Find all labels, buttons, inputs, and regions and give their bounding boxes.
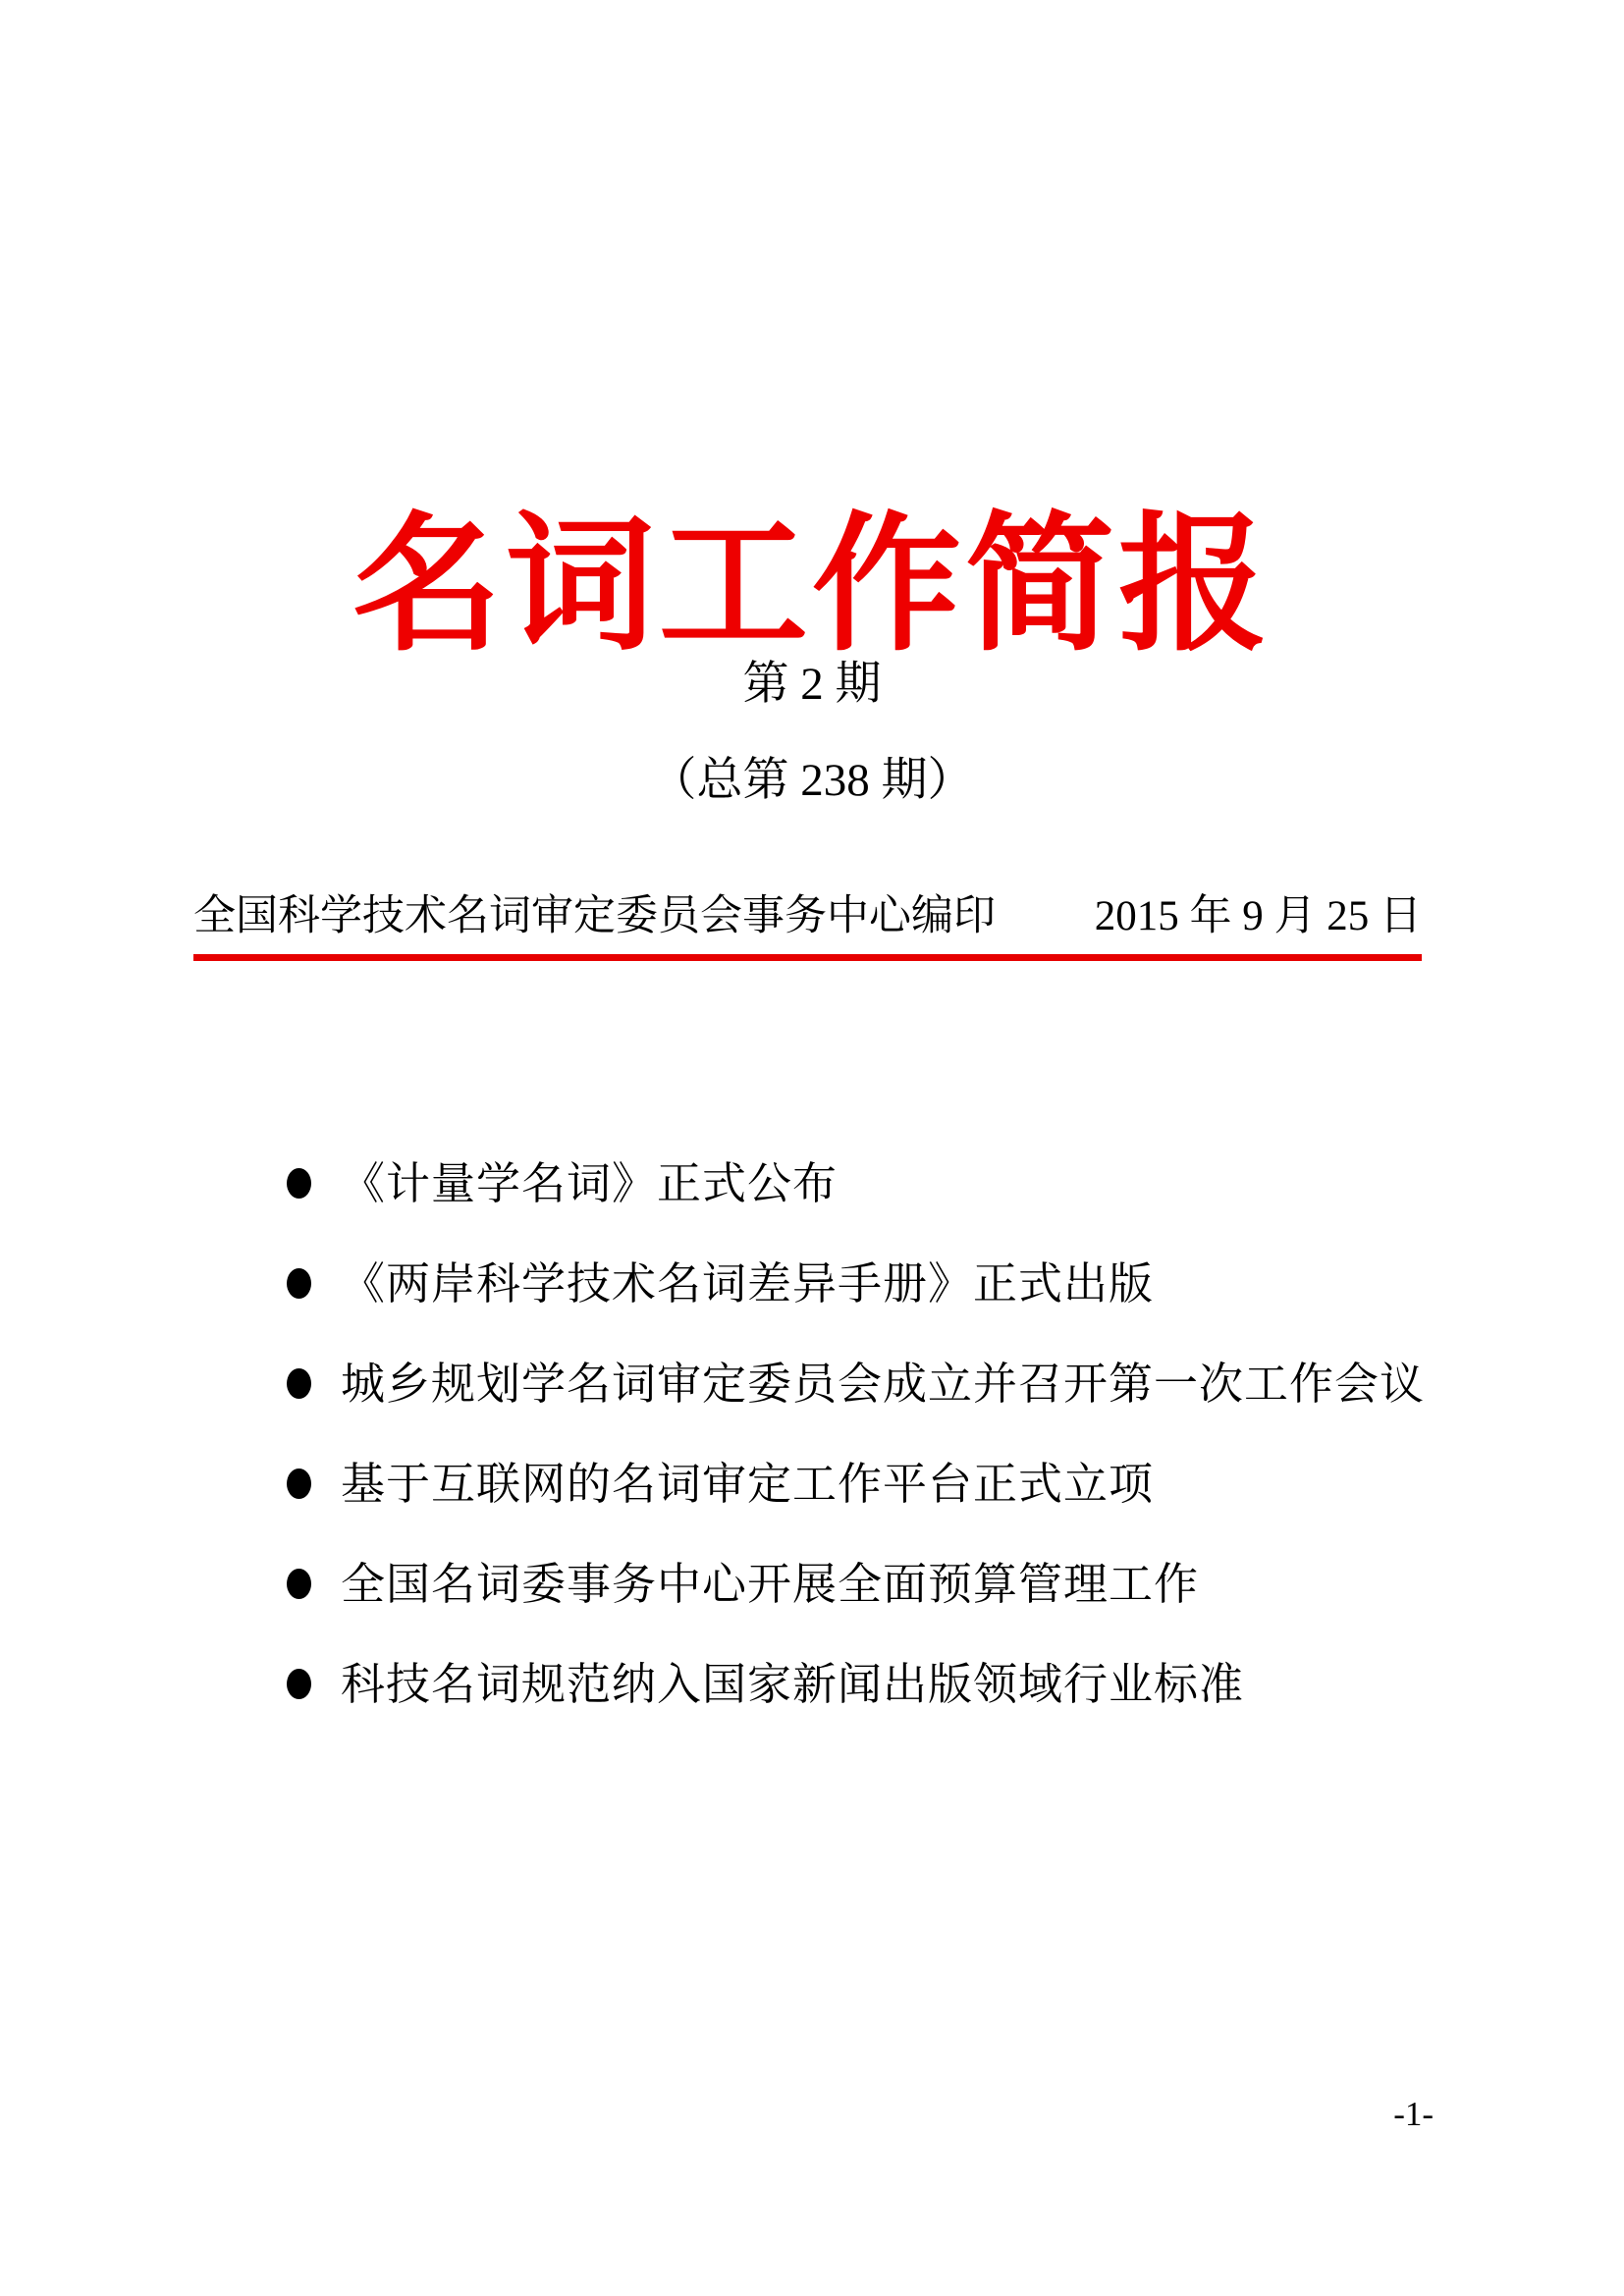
bullet-icon: [287, 1468, 311, 1499]
list-item: [287, 1657, 1426, 1711]
list-item: [287, 1256, 1426, 1310]
highlight-text: 《计量学名词》正式公布: [341, 1158, 839, 1208]
list-item: [287, 1156, 1426, 1210]
bullet-icon: [287, 1669, 311, 1699]
highlights-list: [287, 1156, 1426, 1757]
page-number: -1-: [1393, 2095, 1434, 2133]
list-item: [287, 1457, 1426, 1511]
red-divider-rule: [193, 954, 1422, 961]
bullet-icon: [287, 1268, 311, 1299]
bullet-icon: [287, 1168, 311, 1199]
issue-number: 第 2 期: [742, 659, 882, 710]
highlight-text: 基于互联网的名词审定工作平台正式立项: [341, 1459, 1155, 1509]
highlight-text: 《两岸科学技术名词差异手册》正式出版: [341, 1258, 1155, 1308]
cumulative-issue-number: （总第 238 期）: [650, 755, 974, 806]
bullet-icon: [287, 1569, 311, 1599]
highlight-text: 城乡规划学名词审定委员会成立并召开第一次工作会议: [341, 1359, 1426, 1409]
publisher-row: [193, 891, 1422, 942]
highlight-text: 科技名词规范纳入国家新闻出版领域行业标准: [341, 1659, 1245, 1709]
publication-date: 2015 年 9 月 25 日: [1094, 893, 1422, 939]
list-item: [287, 1357, 1426, 1411]
bullet-icon: [287, 1368, 311, 1399]
highlight-text: 全国名词委事务中心开展全面预算管理工作: [341, 1559, 1200, 1609]
publisher-name: 全国科学技术名词审定委员会事务中心编印: [193, 893, 996, 939]
list-item: [287, 1557, 1426, 1611]
bulletin-title: 名词工作简报: [352, 503, 1272, 668]
